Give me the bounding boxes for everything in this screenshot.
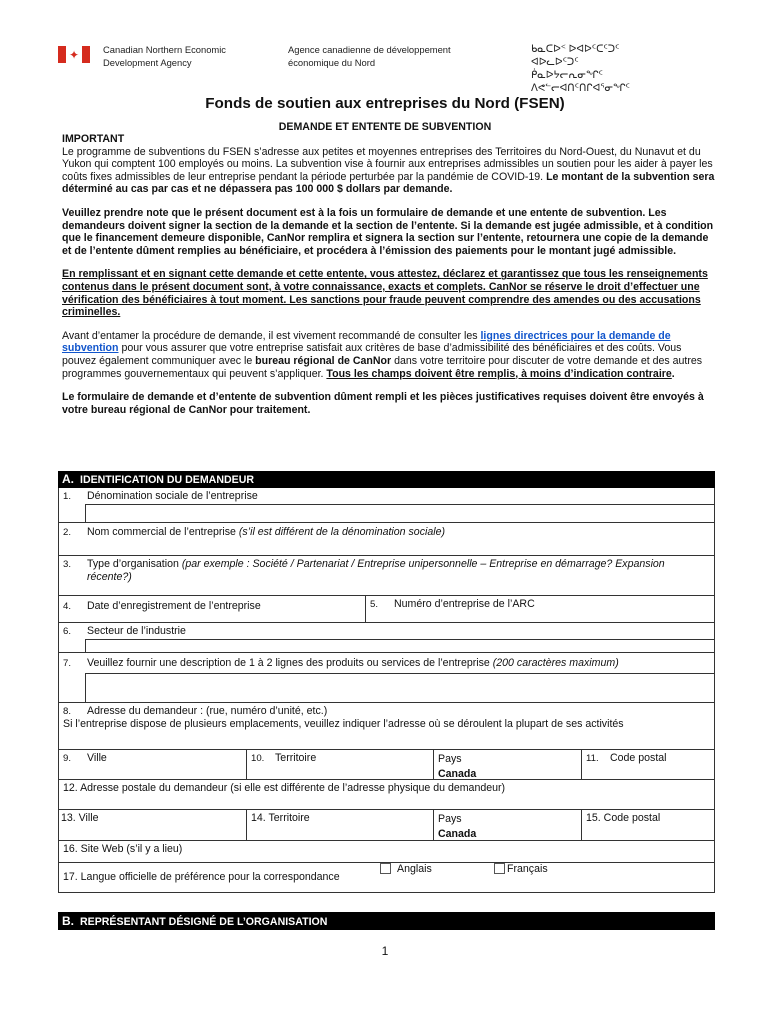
- industry-input[interactable]: [85, 639, 714, 652]
- intro-paragraph-important: IMPORTANT Le programme de subventions du FSEN s’adresse aux petites et moyennes entreprises des Territoires du Nord-Ouest, du Nunavut et du Yukon qui comptent 100 employés ou moins. La subvention vise à fournir aux entreprises admissibles un soutien pour les aider à payer les coûts fixes admissibles de leur entreprise pendant la période perturbée par la pandémie de COVID-19. Le montant de la subvention sera déterminé au cas par cas et ne dépassera pas 100 000 $ dollars par demande.: [62, 133, 717, 196]
- intro-paragraph-submission: Le formulaire de demande et d’entente de subvention dûment rempli et les pièces justificatives requises doivent être envoyés à votre bureau régional de CanNor pour traitement.: [62, 391, 704, 416]
- field-org-type-row: 3. Type d’organisation (par exemple : Société / Partenariat / Entreprise unipersonnelle – Entreprise en démarrage? Expansion récente?): [58, 556, 715, 596]
- agency-name-inuktitut: ᑲᓇᑕᐅᑉ ᐅᐊᐅᑦᑕᑦᑐᑦ ᐊᐅᓚᐅᑦᑐᑦ ᑮᓇᐅᔭᓕᕆᓂᖏᑦ ᐱᕙᓪᓕᐊᑎᑦᑎᒋᐊᕐᓂᖏᑦ: [531, 44, 630, 94]
- important-label: IMPORTANT: [62, 133, 125, 145]
- registration-date-field[interactable]: 4. Date d’enregistrement de l’entreprise: [63, 600, 261, 612]
- legal-name-label: Dénomination sociale de l’entreprise: [87, 490, 258, 502]
- field-description-row: 7. Veuillez fournir une description de 1 à 2 lignes des produits ou services de l’entreprise (200 caractères maximum): [58, 653, 715, 703]
- field-legal-name-row: 1. Dénomination sociale de l’entreprise: [58, 488, 715, 523]
- section-a-header: A. IDENTIFICATION DU DEMANDEUR: [58, 471, 715, 488]
- field-mailing-address-row[interactable]: 12. Adresse postale du demandeur (si elle est différente de l’adresse physique du demandeur): [58, 780, 715, 810]
- field-industry-row: 6. Secteur de l’industrie: [58, 623, 715, 653]
- intro-paragraph-attestation: En remplissant et en signant cette demande et cette entente, vous attestez, déclarez et garantissez que tous les renseignements contenus dans le présent document sont, à votre connaissance, exacts et complets. CanNor se réserve le droit d’effectuer une vérification des bénéficiaires à tout moment. Les sanctions pour fraude peuvent comprendre des amendes ou des accusations criminelles.: [62, 268, 708, 319]
- maple-leaf-icon: ✦: [66, 46, 82, 63]
- mailing-city-field[interactable]: 13. Ville: [61, 812, 99, 824]
- field-registration-row: [58, 596, 715, 623]
- french-checkbox[interactable]: [494, 863, 505, 874]
- page-title: Fonds de soutien aux entreprises du Nord (FSEN): [205, 95, 565, 112]
- mailing-postal-code-field[interactable]: 15. Code postal: [581, 810, 714, 840]
- field-mailing-city-row: [58, 810, 715, 841]
- postal-code-field[interactable]: 11. Code postal: [581, 750, 714, 779]
- field-address-row: 8. Adresse du demandeur : (rue, numéro d’unité, etc.) Si l’entreprise dispose de plusieurs emplacements, veuillez indiquer l’adresse où se déroulent la plupart de ses activités: [58, 703, 715, 750]
- agency-name-french: Agence canadienne de développement économique du Nord: [288, 44, 451, 68]
- address-label: Adresse du demandeur : (rue, numéro d’unité, etc.): [87, 705, 328, 717]
- language-label: 17. Langue officielle de préférence pour la correspondance: [63, 871, 340, 883]
- field-language-row: [58, 863, 715, 893]
- legal-name-input[interactable]: [85, 504, 714, 522]
- territory-field[interactable]: 10. Territoire: [246, 750, 433, 779]
- city-field[interactable]: 9. Ville: [63, 752, 107, 764]
- cra-business-number-field[interactable]: 5. Numéro d’entreprise de l’ARC: [365, 596, 714, 622]
- section-b-header: B. REPRÉSENTANT DÉSIGNÉ DE L’ORGANISATION: [58, 912, 715, 930]
- trade-name-label: Nom commercial de l’entreprise: [87, 526, 239, 538]
- agency-name-english: Canadian Northern Economic Development Agency: [103, 44, 226, 68]
- language-option-english[interactable]: Anglais: [380, 863, 432, 875]
- field-trade-name-row: 2. Nom commercial de l’entreprise (s’il est différent de la dénomination sociale): [58, 523, 715, 556]
- page-subtitle: DEMANDE ET ENTENTE DE SUBVENTION: [278, 121, 492, 133]
- field-website-row[interactable]: 16. Site Web (s’il y a lieu): [58, 841, 715, 863]
- guidelines-link[interactable]: lignes directrices pour la demande de subvention: [62, 329, 671, 355]
- intro-paragraph-guidelines: Avant d’entamer la procédure de demande, il est vivement recommandé de consulter les lignes directrices pour la demande de subvention pour vous assurer que votre entreprise satisfait aux critères de base d’admissibilité des bénéficiaires et des coûts. Vous pouvez également communiquer avec le bureau régional de CanNor dans votre territoire pour discuter de votre demande et des autres programmes gouvernementaux qui peuvent s’appliquer. Tous les champs doivent être remplis, à moins d’indication contraire.: [62, 329, 703, 380]
- country-field: Pays Canada: [433, 750, 581, 779]
- language-option-french[interactable]: Français: [494, 863, 548, 875]
- page-number: 1: [381, 944, 389, 958]
- mailing-territory-field[interactable]: 14. Territoire: [246, 810, 433, 840]
- industry-label: Secteur de l’industrie: [87, 625, 186, 637]
- field-city-row: [58, 750, 715, 780]
- intro-paragraph-agreement: Veuillez prendre note que le présent document est à la fois un formulaire de demande et une entente de subvention. Les demandeurs doivent signer la section de la demande et la section de l’entente. Si la demande est jugée admissible, et à condition que le financement demeure disponible, CanNor remplira et signera la section sur l’entente, retournera une copie de la demande et de l’entente dûment remplies au bénéficiaire, et procédera à l’émission des paiements pour le montant jugé admissible.: [62, 206, 714, 257]
- description-label: Veuillez fournir une description de 1 à 2 lignes des produits ou services de l’entreprise: [87, 657, 493, 669]
- english-checkbox[interactable]: [380, 863, 391, 874]
- mailing-country-field: Pays Canada: [433, 810, 581, 840]
- description-input[interactable]: [85, 673, 714, 702]
- intro-text: [62, 133, 717, 427]
- page-header: [58, 43, 718, 94]
- canada-flag-icon: [58, 46, 90, 63]
- org-type-label: Type d’organisation: [87, 558, 182, 570]
